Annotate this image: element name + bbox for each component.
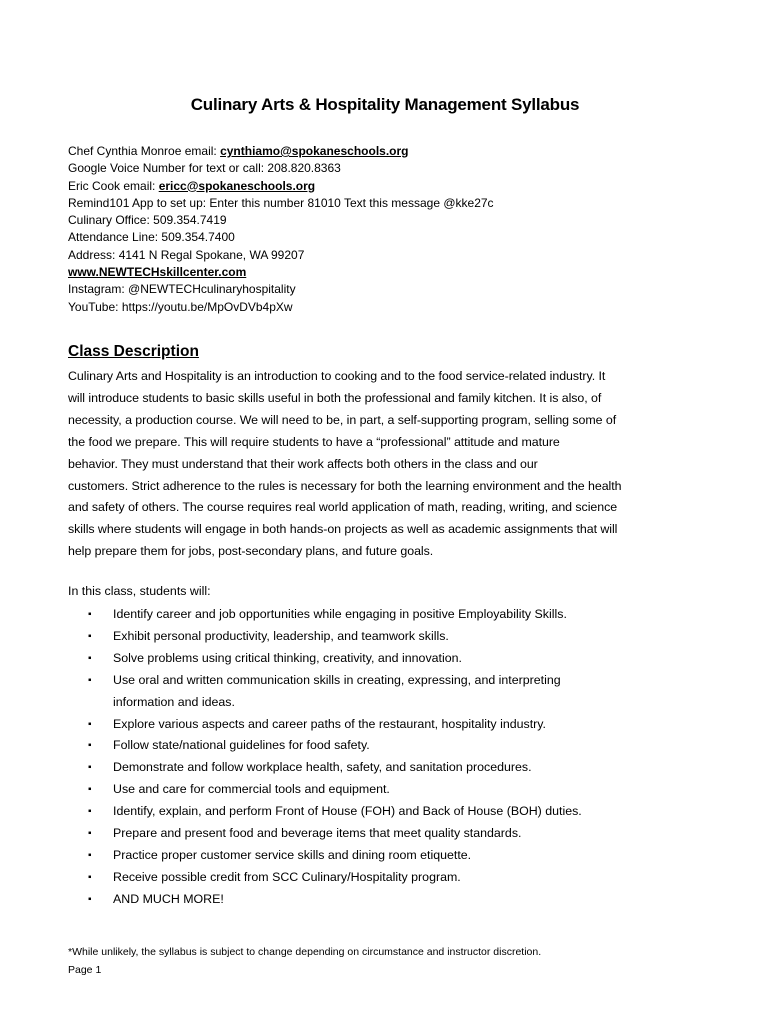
bullet-icon: ▪ [88, 630, 92, 642]
objective-item [68, 889, 708, 911]
objective-item [68, 670, 708, 714]
description-line: behavior. They must understand that their work affects both others in the class and our [68, 456, 538, 471]
contact-block [68, 143, 718, 316]
footnote: *While unlikely, the syllabus is subject to change depending on circumstance and instructor discretion. [68, 946, 542, 958]
bullet-icon: ▪ [88, 762, 92, 774]
objective-item [68, 867, 708, 889]
chef-contact-label: Chef Cynthia Monroe email: [68, 144, 221, 158]
objective-text: AND MUCH MORE! [113, 891, 224, 906]
bullet-icon: ▪ [88, 740, 92, 752]
eric-contact-line [68, 178, 718, 195]
instagram-line: Instagram: @NEWTECHculinaryhospitality [68, 282, 296, 297]
description-line: help prepare them for jobs, post-secondary plans, and future goals. [68, 544, 434, 559]
address-line: Address: 4141 N Regal Spokane, WA 99207 [68, 247, 305, 262]
office-line: Culinary Office: 509.354.7419 [68, 213, 227, 228]
objective-text: Follow state/national guidelines for food safety. [113, 738, 370, 753]
website-link[interactable]: www.NEWTECHskillcenter.com [68, 265, 247, 280]
bullet-icon: ▪ [88, 806, 92, 818]
bullet-icon: ▪ [88, 652, 92, 664]
class-description-text [68, 366, 708, 563]
objective-text: Solve problems using critical thinking, creativity, and innovation. [113, 650, 462, 665]
objectives-intro: In this class, students will: [68, 584, 211, 598]
objectives-list [68, 604, 708, 911]
remind-line: Remind101 App to set up: Enter this number 81010 Text this message @kke27c [68, 195, 494, 210]
bullet-icon: ▪ [88, 828, 92, 840]
objective-item [68, 648, 708, 670]
objective-item [68, 626, 708, 648]
page-number: Page 1 [68, 964, 102, 976]
objective-item [68, 735, 708, 757]
description-line: will introduce students to basic skills useful in both the professional and family kitchen. It is also, of [68, 390, 602, 405]
bullet-icon: ▪ [88, 849, 92, 861]
objective-item [68, 714, 708, 736]
objective-text: Explore various aspects and career paths of the restaurant, hospitality industry. [113, 716, 546, 731]
bullet-icon: ▪ [88, 718, 92, 730]
chef-email-link[interactable]: cynthiamo@spokaneschools.org [220, 144, 409, 158]
chef-contact-line [68, 143, 718, 160]
objective-text: Use and care for commercial tools and equipment. [113, 782, 390, 797]
objective-text: Exhibit personal productivity, leadership, and teamwork skills. [113, 628, 449, 643]
bullet-icon: ▪ [88, 609, 92, 620]
description-line: Culinary Arts and Hospitality is an introduction to cooking and to the food service-related industry. It [68, 369, 606, 383]
bullet-icon: ▪ [88, 674, 92, 686]
objective-text: Identify, explain, and perform Front of House (FOH) and Back of House (BOH) duties. [113, 804, 582, 819]
objective-text: Practice proper customer service skills and dining room etiquette. [113, 847, 472, 862]
objective-text: information and ideas. [113, 694, 235, 709]
objective-text: Demonstrate and follow workplace health, safety, and sanitation procedures. [113, 760, 532, 775]
objective-text: Identify career and job opportunities while engaging in positive Employability Skills. [113, 607, 567, 621]
attendance-line: Attendance Line: 509.354.7400 [68, 230, 235, 245]
objective-text: Prepare and present food and beverage items that meet quality standards. [113, 826, 522, 841]
bullet-icon: ▪ [88, 893, 92, 905]
eric-contact-label: Eric Cook email: [68, 178, 159, 193]
objective-text: Receive possible credit from SCC Culinary/Hospitality program. [113, 869, 461, 884]
objective-item [68, 823, 708, 845]
bullet-icon: ▪ [88, 784, 92, 796]
objective-item [68, 845, 708, 867]
page-title: Culinary Arts & Hospitality Management Syllabus [190, 95, 580, 114]
bullet-icon: ▪ [88, 871, 92, 883]
objective-text: Use oral and written communication skills in creating, expressing, and interpreting [113, 672, 561, 687]
objective-item [68, 757, 708, 779]
objective-item [68, 801, 708, 823]
description-line: and safety of others. The course requires real world application of math, reading, writing, and science [68, 500, 618, 515]
description-line: necessity, a production course. We will need to be, in part, a self-supporting program, selling some of [68, 412, 617, 427]
eric-email-link[interactable]: ericc@spokaneschools.org [158, 178, 316, 193]
objective-item [68, 779, 708, 801]
description-line: skills where students will engage in both hands-on projects as well as academic assignments that will [68, 522, 618, 537]
class-description-heading: Class Description [68, 343, 199, 360]
description-line: the food we prepare. This will require students to have a “professional” attitude and mature [68, 434, 560, 449]
youtube-line: YouTube: https://youtu.be/MpOvDVb4pXw [68, 299, 293, 314]
objective-item [68, 604, 708, 626]
description-line: customers. Strict adherence to the rules is necessary for both the learning environment and the health [68, 478, 622, 493]
google-voice-line: Google Voice Number for text or call: 208.820.8363 [68, 161, 341, 176]
